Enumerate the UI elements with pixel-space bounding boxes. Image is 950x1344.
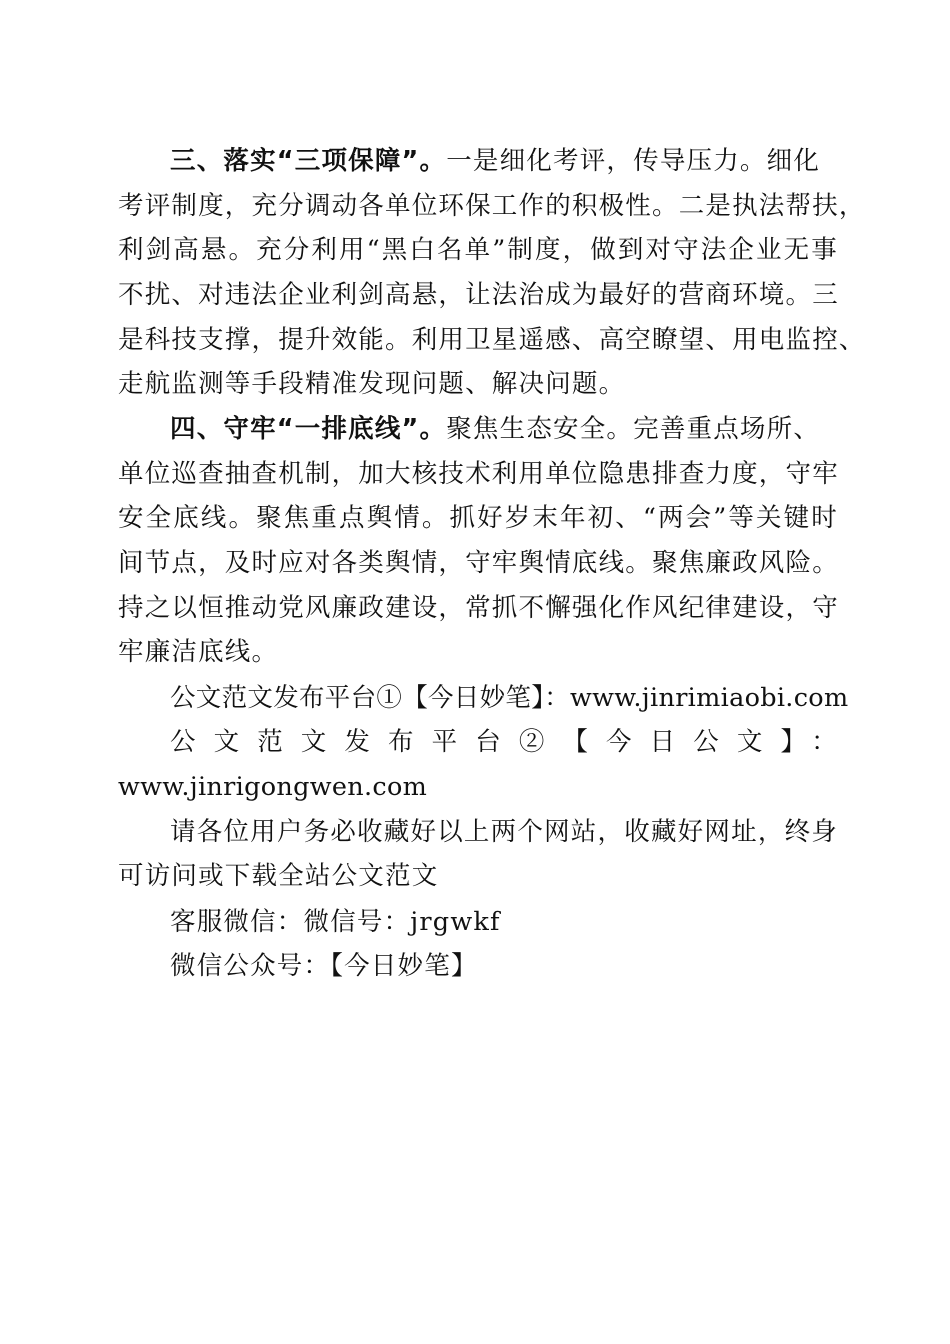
section3-line-1 [170,139,838,183]
section4-line-5: 持之以恒推动党风廉政建设，常抓不懈强化作风纪律建设，守 [118,593,839,623]
platform2-url: www.jinrigongwen.com [118,772,428,802]
section3-line-2: 考评制度，充分调动各单位环保工作的积极性。二是执法帮扶， [118,191,866,221]
section4-heading: 四、守牢“一排底线”。 [170,414,447,444]
section4-text-1: 聚焦生态安全。完善重点场所、 [446,414,821,444]
platform2-text: 公文范文发布平台②【今日公文】： [170,727,838,757]
section4-line-3: 安全底线。聚焦重点舆情。抓好岁末年初、“两会”等关键时 [118,503,838,533]
section4-line-2: 单位巡查抽查机制，加大核技术利用单位隐患排查力度，守牢 [118,459,839,489]
notice-line-2: 可访问或下载全站公文范文 [118,861,439,891]
section3-line-3: 利剑高悬。充分利用“黑白名单”制度，做到对守法企业无事 [118,235,838,265]
section4-line-4: 间节点，及时应对各类舆情，守牢舆情底线。聚焦廉政风险。 [118,548,839,578]
wechat-account-text: 微信公众号：【今日妙笔】 [170,951,478,981]
platform1-text: 公文范文发布平台①【今日妙笔】：www.jinrimiaobi.com [170,683,849,713]
wechat-service-text: 客服微信：微信号：jrgwkf [170,907,501,937]
notice-line-1: 请各位用户务必收藏好以上两个网站，收藏好网址，终身 [170,817,838,847]
section4-line-6: 牢廉洁底线。 [118,637,279,667]
section3-line-4: 不扰、对违法企业利剑高悬，让法治成为最好的营商环境。三 [118,280,839,310]
section3-text-1: 一是细化考评，传导压力。细化 [446,146,821,176]
section4-line-1 [170,407,838,451]
section3-line-6: 走航监测等手段精准发现问题、解决问题。 [118,369,626,399]
section3-heading: 三、落实“三项保障”。 [170,146,447,176]
section3-line-5: 是科技支撑，提升效能。利用卫星遥感、高空瞭望、用电监控、 [118,325,866,355]
